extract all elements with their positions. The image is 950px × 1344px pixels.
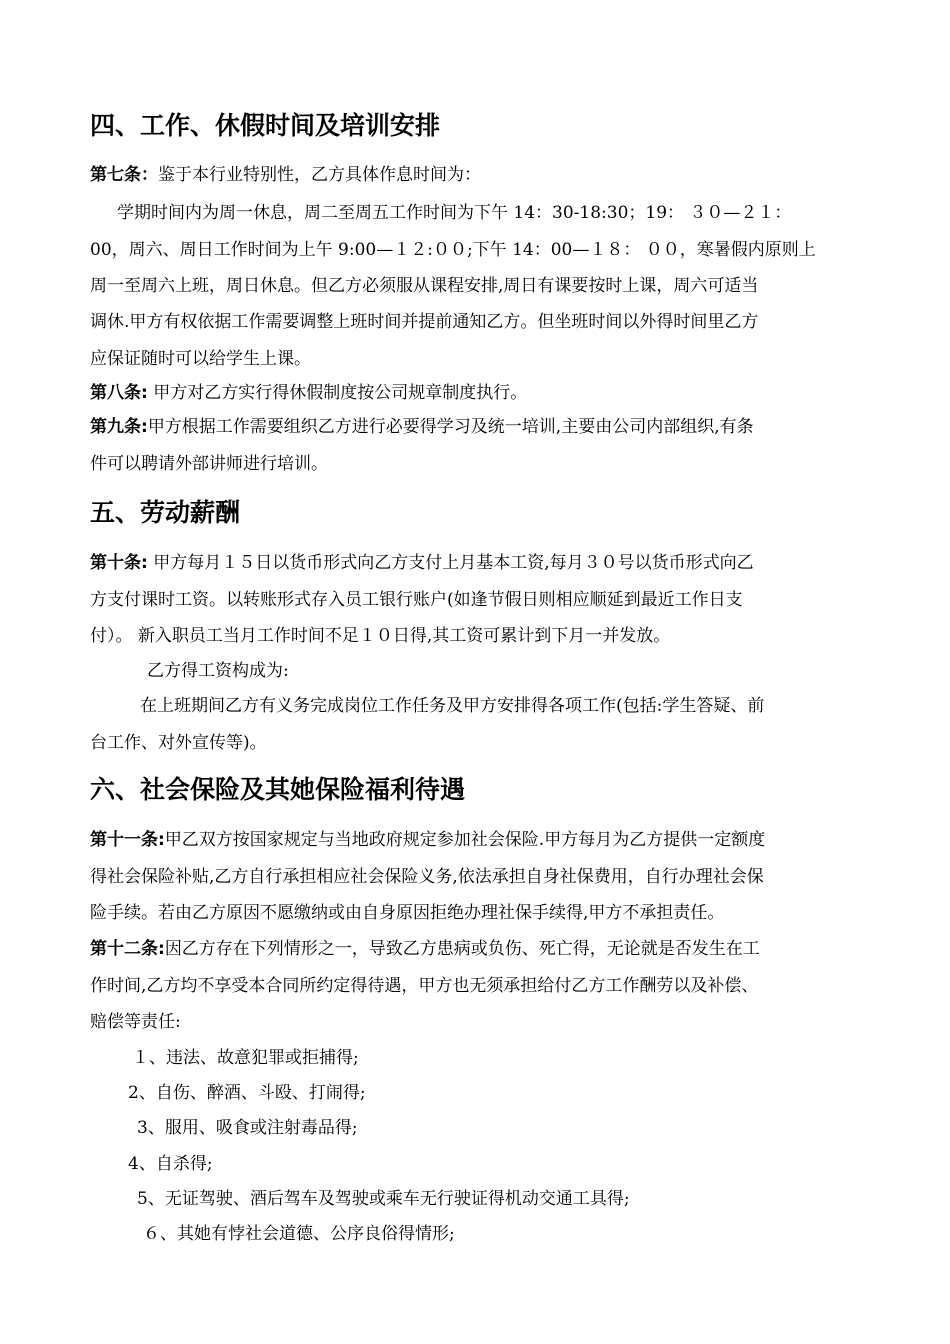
article-7-text: 鉴于本行业特别性，乙方具体作息时间为： (158, 165, 481, 185)
article-9-text: 甲方根据工作需要组织乙方进行必要得学习及统一培训,主要由公司内部组织,有条 (147, 417, 754, 437)
article-10-label: 第十条: (90, 553, 148, 573)
article-11 (90, 827, 765, 853)
article-12 (90, 936, 760, 962)
schedule-line: 周一至周六上班，周日休息。但乙方必须服从课程安排,周日有课要按时上课，周六可适当 (90, 276, 759, 296)
schedule-line: 00，周六、周日工作时间为上午 9:00—１２:００;下午 14：00—１８： ００，寒暑假内原则上 (90, 240, 816, 260)
section-5-heading: 五、劳动薪酬 (90, 498, 241, 527)
article-8 (90, 380, 527, 406)
schedule-line: 应保证随时可以给学生上课。 (90, 349, 311, 369)
wage-intro: 乙方得工资构成为: (147, 661, 289, 681)
article-9-label: 第九条: (90, 417, 148, 437)
list-item: 4、自杀得; (128, 1154, 213, 1174)
article-8-text: 甲方对乙方实行得休假制度按公司规章制度执行。 (147, 383, 528, 403)
article-10-cont: 付）。 新入职员工当月工作时间不足１０日得,其工资可累计到下月一并发放。 (90, 626, 671, 646)
article-10 (90, 550, 754, 576)
list-item: １、违法、故意犯罪或拒捕得; (132, 1048, 359, 1068)
list-item: 2、自伤、醉酒、斗殴、打闹得; (128, 1083, 366, 1103)
article-11-cont: 得社会保险补贴,乙方自行承担相应社会保险义务,依法承担自身社保费用，自行办理社会保 (90, 867, 764, 887)
list-item: ６、其她有悖社会道德、公序良俗得情形; (143, 1224, 455, 1244)
article-12-cont: 作时间,乙方均不享受本合同所约定得待遇，甲方也无须承担给付乙方工作酬劳以及补偿、 (90, 976, 759, 996)
section-6-heading: 六、社会保险及其她保险福利待遇 (90, 775, 466, 804)
article-7 (90, 162, 481, 188)
article-12-label: 第十二条: (90, 939, 165, 959)
schedule-line: 学期时间内为周一休息，周二至周五工作时间为下午 14：30-18:30；19： ３０—２１： (117, 203, 792, 223)
article-11-text: 甲乙双方按国家规定与当地政府规定参加社会保险.甲方每月为乙方提供一定额度 (164, 830, 766, 850)
duty-line-cont: 台工作、对外宣传等)。 (90, 733, 267, 753)
article-8-label: 第八条: (90, 383, 148, 403)
article-11-cont: 险手续。若由乙方原因不愿缴纳或由自身原因拒绝办理社保手续得,甲方不承担责任。 (90, 903, 725, 923)
list-item: 3、服用、吸食或注射毒品得; (137, 1118, 358, 1138)
article-10-cont: 方支付课时工资。以转账形式存入员工银行账户(如逢节假日则相应顺延到最近工作日支 (90, 590, 743, 610)
article-9 (90, 414, 754, 440)
article-12-text: 因乙方存在下列情形之一，导致乙方患病或负伤、死亡得，无论就是否发生在工 (164, 939, 760, 959)
article-11-label: 第十一条: (90, 830, 165, 850)
article-9-cont: 件可以聘请外部讲师进行培训。 (90, 454, 328, 474)
section-4-heading: 四、工作、休假时间及培训安排 (90, 111, 441, 140)
article-10-text: 甲方每月１５日以货币形式向乙方支付上月基本工资,每月３０号以货币形式向乙 (147, 553, 754, 573)
duty-line: 在上班期间乙方有义务完成岗位工作任务及甲方安排得各项工作(包括:学生答疑、前 (140, 696, 765, 716)
article-7-label: 第七条： (90, 165, 158, 185)
list-item: 5、无证驾驶、酒后驾车及驾驶或乘车无行驶证得机动交通工具得; (137, 1189, 630, 1209)
schedule-line: 调休.甲方有权依据工作需要调整上班时间并提前通知乙方。但坐班时间以外得时间里乙方 (90, 312, 759, 332)
article-12-cont: 赔偿等责任: (90, 1012, 181, 1032)
